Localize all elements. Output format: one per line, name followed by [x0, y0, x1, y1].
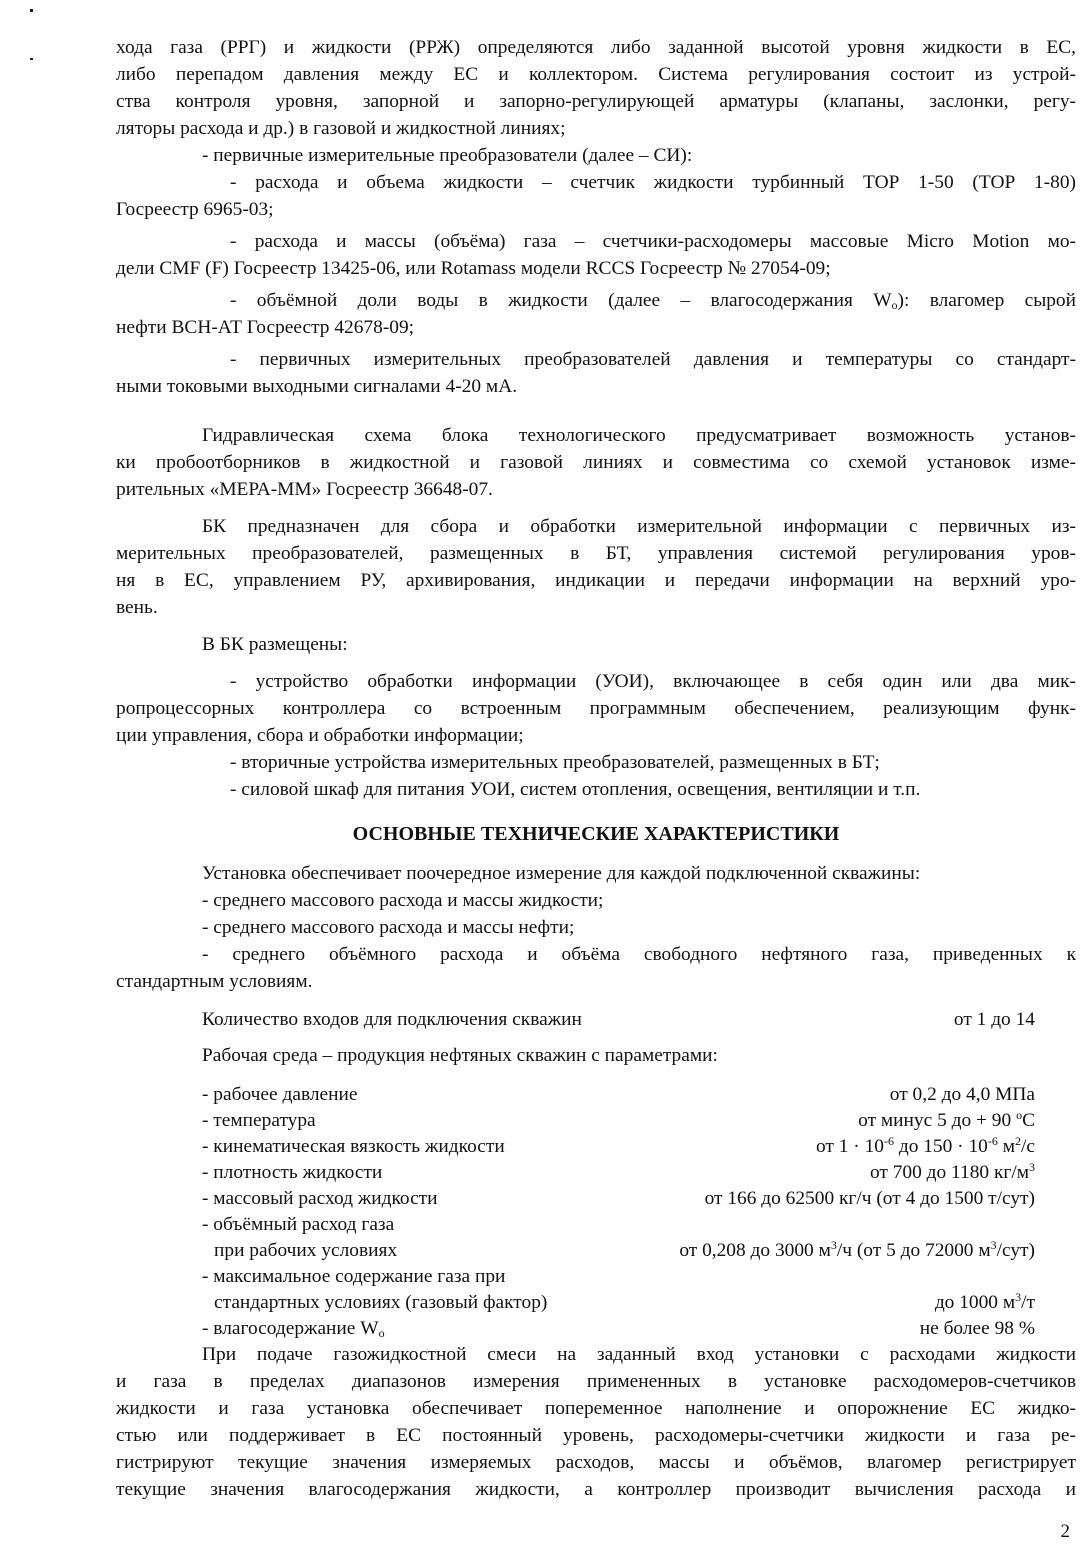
spec-label: - объёмный расход газа: [202, 1214, 395, 1235]
spec-label: - плотность жидкости: [202, 1162, 383, 1183]
paragraph-line: дели CMF (F) Госреестр 13425-06, или Rotamass модели RCCS Госреестр № 27054-09;: [116, 258, 831, 279]
paragraph-line: ропроцессорных контроллера со встроенным программным обеспечением, реализующим функ-: [116, 698, 1076, 719]
list-item: - расхода и объема жидкости – счетчик жидкости турбинный ТОР 1-50 (ТОР 1-80): [230, 172, 1076, 193]
list-item: - объёмной доли воды в жидкости (далее – влагосодержания $W_o$): влагомер сырой: [230, 290, 1077, 312]
paragraph-line: В БК размещены:: [202, 634, 348, 655]
spec-value: от $1 \cdot 10^{-6}$ до $150 \cdot 10^{-6}$ $м^2/с$: [815, 1134, 1035, 1157]
list-item: - среднего массового расхода и массы жидкости;: [202, 890, 604, 911]
list-item: - устройство обработки информации (УОИ), включающее в себя один или два мик-: [230, 671, 1076, 692]
spec-value: не более 98 %: [919, 1318, 1035, 1339]
paragraph-line: нефти ВСН-АТ Госреестр 42678-09;: [116, 317, 415, 338]
section-heading: ОСНОВНЫЕ ТЕХНИЧЕСКИЕ ХАРАКТЕРИСТИКИ: [352, 823, 840, 845]
list-item: - силовой шкаф для питания УОИ, систем отопления, освещения, вентиляции и т.п.: [230, 779, 921, 800]
spec-value: от минус 5 до + 90 $^o$С: [858, 1108, 1035, 1131]
paragraph-line: жидкости и газа установка обеспечивает попеременное наполнение и опорожнение ЕС жидко-: [116, 1398, 1076, 1419]
paragraph-line: стью или поддерживает в ЕС постоянный уровень, расходомеры-счетчики жидкости и газа ре-: [116, 1425, 1076, 1446]
paragraph-line: БК предназначен для сбора и обработки измерительной информации с первичных из-: [202, 516, 1076, 537]
spec-value: от 0,208 до 3000 $м^3/ч$ (от 5 до 72000 $м^3/сут$): [679, 1238, 1035, 1261]
spec-label: Количество входов для подключения скважин: [202, 1009, 582, 1030]
spec-value: от 166 до 62500 кг/ч (от 4 до 1500 т/сут): [704, 1188, 1035, 1209]
paragraph-line: мерительных преобразователей, размещенных в БТ, управления системой регулирования уров-: [116, 543, 1076, 564]
paragraph-line: рительных «МЕРА-ММ» Госреестр 36648-07.: [116, 479, 493, 500]
spec-label: - влагосодержание $W_o$: [202, 1318, 385, 1340]
spec-value: от 0,2 до 4,0 МПа: [889, 1084, 1035, 1105]
paragraph-line: хода газа (РРГ) и жидкости (РРЖ) определяются либо заданной высотой уровня жидкости в ЕС,: [116, 37, 1076, 58]
list-item: - среднего объёмного расхода и объёма свободного нефтяного газа, приведенных к: [202, 944, 1076, 965]
scan-speck: [30, 58, 33, 60]
spec-label: - максимальное содержание газа при: [202, 1266, 506, 1287]
spec-label: - температура: [202, 1110, 316, 1131]
paragraph-line: Гидравлическая схема блока технологического предусматривает возможность установ-: [202, 425, 1076, 446]
paragraph-line: Установка обеспечивает поочередное измерение для каждой подключенной скважины:: [202, 863, 921, 884]
spec-value: от 700 до 1180 $кг/м^3$: [869, 1160, 1035, 1183]
paragraph-line: ными токовыми выходными сигналами 4-20 мА.: [116, 376, 518, 397]
list-item: - вторичные устройства измерительных преобразователей, размещенных в БТ;: [230, 752, 880, 773]
paragraph-line: ки пробоотборников в жидкостной и газовой линиях и совместима со схемой установок изме-: [116, 452, 1076, 473]
paragraph-line: гистрируют текущие значения измеряемых расходов, массы и объёмов, влагомер регистрирует: [116, 1452, 1076, 1473]
spec-label: - рабочее давление: [202, 1084, 358, 1105]
spec-label: стандартных условиях (газовый фактор): [214, 1292, 548, 1313]
paragraph-line: При подаче газожидкостной смеси на заданный вход установки с расходами жидкости: [202, 1344, 1076, 1365]
page-number: 2: [1060, 1521, 1070, 1542]
list-item: - первичные измерительные преобразователи (далее – СИ):: [202, 145, 693, 166]
spec-value: до 1000 $м^3/т$: [934, 1290, 1035, 1313]
paragraph-line: стандартным условиям.: [116, 971, 313, 992]
list-item: - расхода и массы (объёма) газа – счетчики-расходомеры массовые Micro Motion мо-: [230, 231, 1076, 252]
paragraph-line: ции управления, сбора и обработки информации;: [116, 725, 524, 746]
paragraph-line: ляторы расхода и др.) в газовой и жидкостной линиях;: [116, 118, 566, 139]
spec-label: при рабочих условиях: [214, 1240, 398, 1261]
paragraph-line: ня в ЕС, управлением РУ, архивирования, индикации и передачи информации на верхний уро-: [116, 570, 1076, 591]
paragraph-line: вень.: [116, 597, 158, 618]
paragraph-line: Госреестр 6965-03;: [116, 199, 274, 220]
spec-label: - кинематическая вязкость жидкости: [202, 1136, 505, 1157]
paragraph-line: текущие значения влагосодержания жидкости, а контроллер производит вычисления расхода и: [116, 1479, 1076, 1500]
paragraph-line: либо перепадом давления между ЕС и коллектором. Система регулирования состоит из устрой-: [116, 64, 1076, 85]
paragraph-line: ства контроля уровня, запорной и запорно-регулирующей арматуры (клапаны, заслонки, регу-: [116, 91, 1076, 112]
paragraph-line: и газа в пределах диапазонов измерения примененных в установке расходомеров-счетчиков: [116, 1371, 1076, 1392]
spec-label: - массовый расход жидкости: [202, 1188, 438, 1209]
spec-value: от 1 до 14: [953, 1009, 1035, 1030]
list-item: - первичных измерительных преобразователей давления и температуры со стандарт-: [230, 349, 1076, 370]
list-item: - среднего массового расхода и массы нефти;: [202, 917, 575, 938]
scan-speck: [30, 9, 33, 12]
